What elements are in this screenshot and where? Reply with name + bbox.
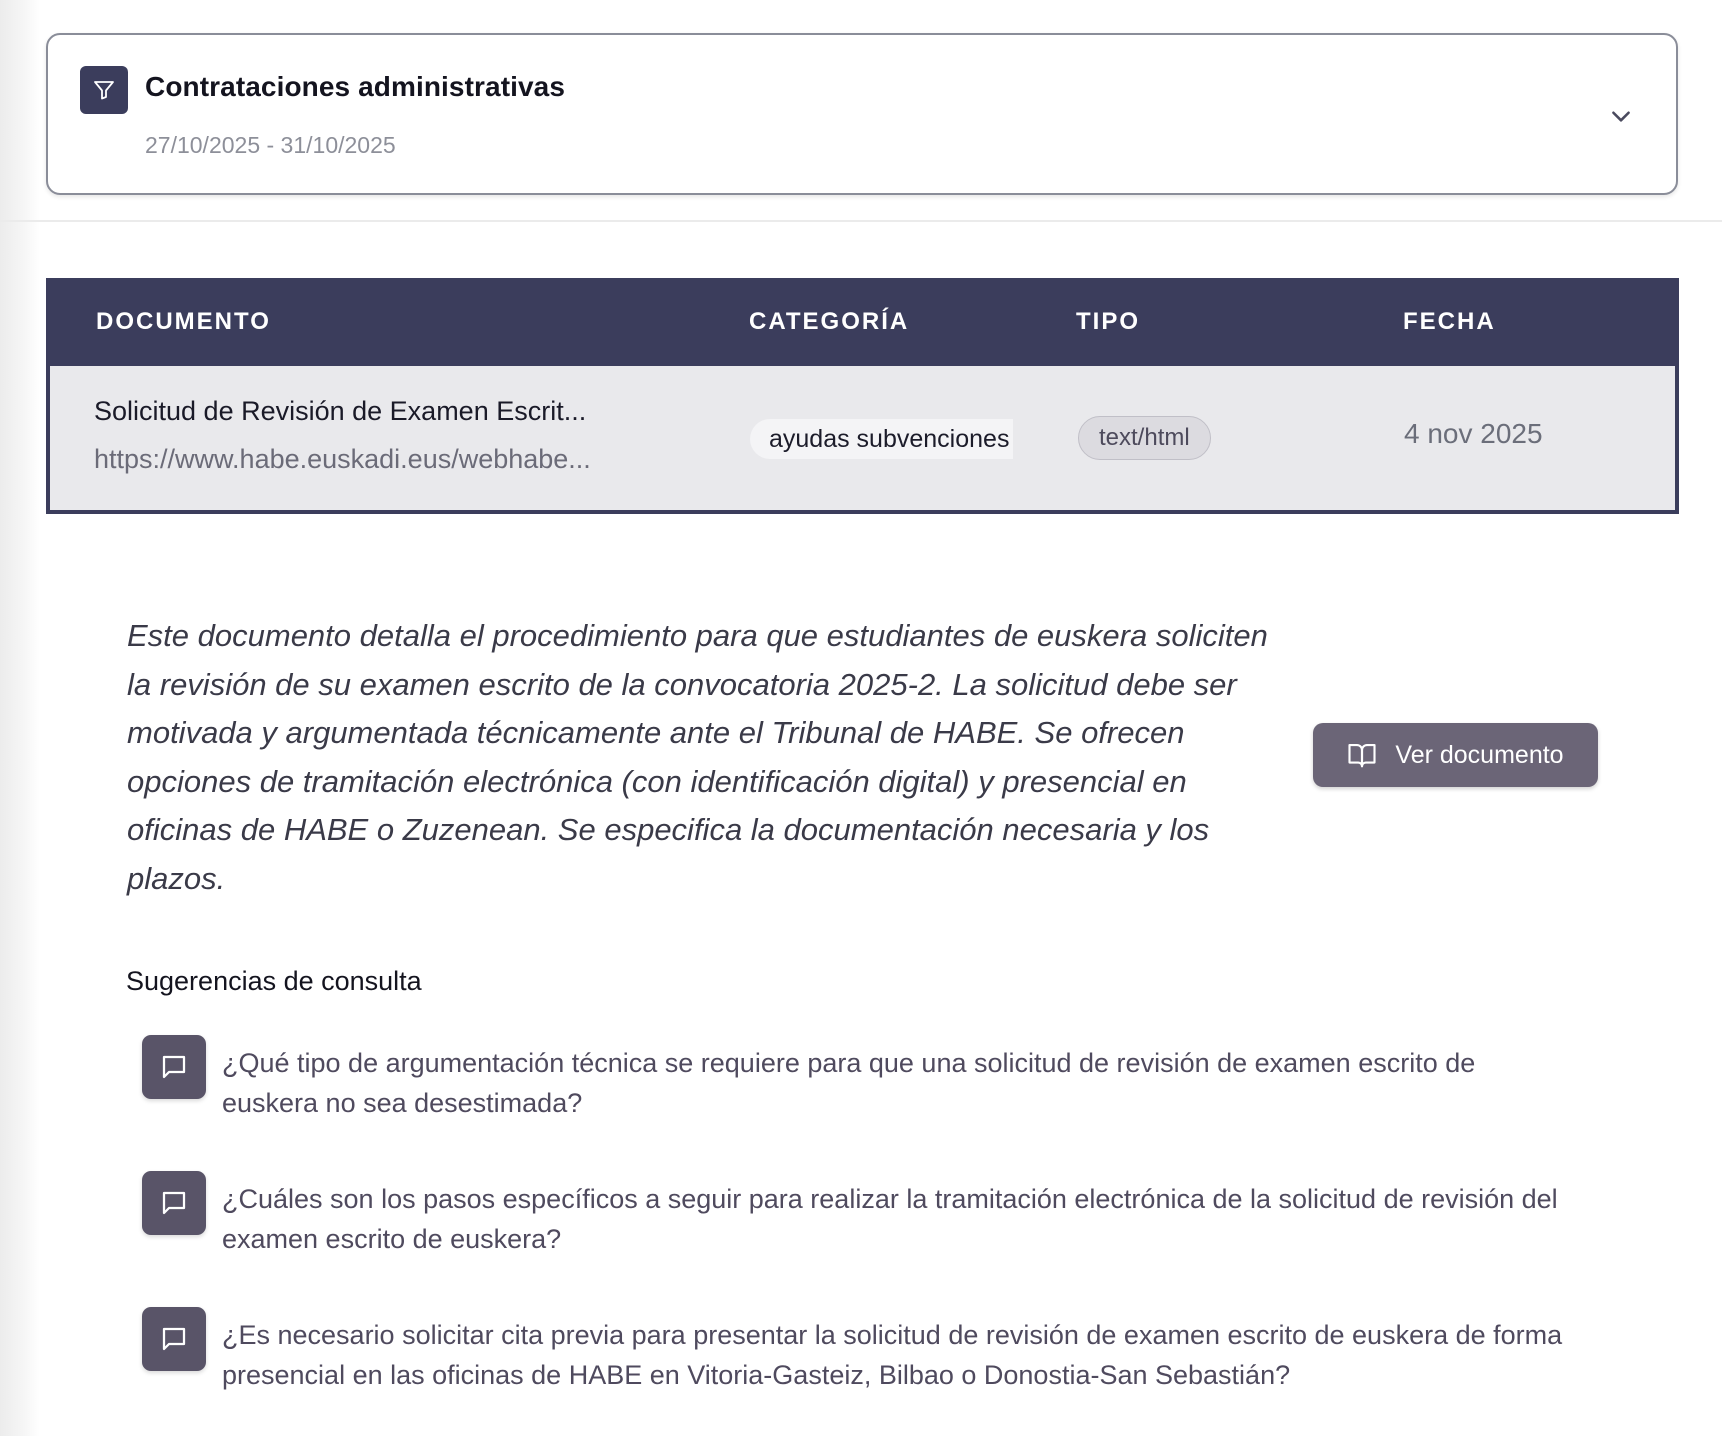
suggestion-text[interactable]: ¿Es necesario solicitar cita previa para presentar la solicitud de revisión de examen escrito de euskera de forma presencial en las oficinas de HABE en Vitoria-Gasteiz, Bilbao o Donostia-San Sebastián? [222,1320,1563,1390]
chevron-down-icon[interactable] [1606,101,1636,131]
suggestions-title: Sugerencias de consulta [126,966,422,996]
document-title[interactable]: Solicitud de Revisión de Examen Escrit... [94,396,587,426]
view-document-button[interactable] [1313,723,1598,787]
table-header [46,278,1679,366]
message-square-icon [142,1307,206,1371]
column-header-fecha[interactable]: FECHA [1403,308,1496,335]
suggestion-item[interactable] [142,1171,1602,1261]
message-square-icon [142,1035,206,1099]
left-edge-strip [0,0,40,1436]
suggestion-text[interactable]: ¿Qué tipo de argumentación técnica se requiere para que una solicitud de revisión de examen escrito de euskera no sea desestimada? [222,1048,1476,1118]
table-row[interactable] [46,366,1679,514]
category-badge: ayudas subvenciones [750,419,1013,459]
filter-icon [80,66,128,114]
document-url[interactable]: https://www.habe.euskadi.eus/webhabe... [94,444,591,474]
suggestion-item[interactable] [142,1307,1602,1397]
filter-summary-card[interactable] [46,33,1678,195]
column-header-categoria[interactable]: CATEGORÍA [749,308,910,335]
filter-title: Contrataciones administrativas [145,71,566,102]
message-square-icon [142,1171,206,1235]
book-open-icon [1347,740,1377,770]
suggestion-text[interactable]: ¿Cuáles son los pasos específicos a seguir para realizar la tramitación electrónica de la solicitud de revisión del examen escrito de euskera? [222,1184,1558,1254]
column-header-documento[interactable]: DOCUMENTO [96,308,271,335]
document-summary: Este documento detalla el procedimiento para que estudiantes de euskera soliciten la revisión de su examen escrito de la convocatoria 2025-2. La solicitud debe ser motivada y argumentada técnicamente ante el Tribunal de HABE. Se ofrecen opciones de tramitación electrónica (con identificación digital) y presencial en oficinas de HABE o Zuzenean. Se especifica la documentación necesaria y los plazos. [127,618,1268,896]
type-badge: text/html [1078,416,1211,460]
column-header-tipo[interactable]: TIPO [1076,308,1141,335]
filter-date-range: 27/10/2025 - 31/10/2025 [145,132,396,158]
documents-table [46,278,1679,514]
view-document-label: Ver documento [1395,740,1564,769]
section-divider [0,220,1722,222]
document-date: 4 nov 2025 [1404,418,1543,449]
suggestion-item[interactable] [142,1035,1602,1125]
